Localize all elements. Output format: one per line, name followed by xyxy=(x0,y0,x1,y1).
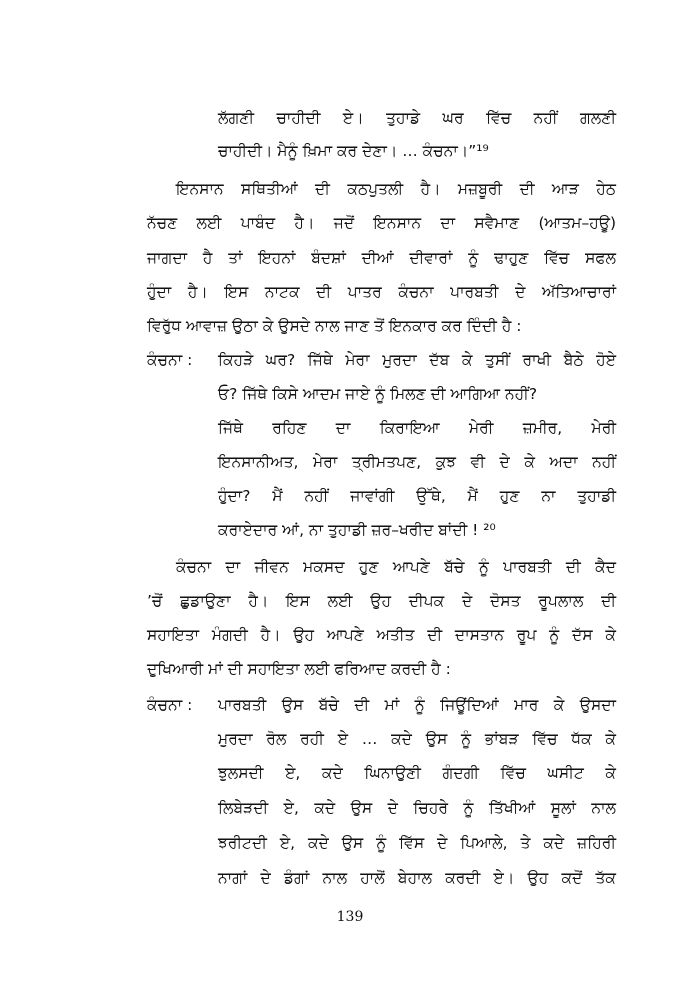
paragraph-line: ਇਨਸਾਨ ਸਥਿਤੀਆਂ ਦੀ ਕਠਪੁਤਲੀ ਹੈ। ਮਜ਼ਬੂਰੀ ਦੀ ਆੜ ਹੇਠ xyxy=(176,180,616,198)
dialogue-line: ਕਰਾਏਦਾਰ ਆਂ, ਨਾ ਤੁਹਾਡੀ ਜ਼ਰ–ਖਰੀਦ ਬਾਂਦੀ ! ²⁰ xyxy=(218,521,496,539)
quote-line: ਚਾਹੀਦੀ। ਮੈਨੂੰ ਖ਼ਿਮਾ ਕਰ ਦੇਣਾ। … ਕੰਚਨਾ।”¹⁹ xyxy=(218,142,489,160)
quote-line: ਲੱਗਣੀ ਚਾਹੀਦੀ ਏ। ਤੁਹਾਡੇ ਘਰ ਵਿੱਚ ਨਹੀਂ ਗਲਣੀ xyxy=(218,109,616,127)
dialogue-line: ਨਾਗਾਂ ਦੇ ਡੰਗਾਂ ਨਾਲ ਹਾਲੋਂ ਬੇਹਾਲ ਕਰਦੀ ਏ। ਉਹ ਕਦੋਂ ਤੱਕ xyxy=(218,869,616,887)
dialogue-line: ਜਿੱਥੇ ਰਹਿਣ ਦਾ ਕਿਰਾਇਆ ਮੇਰੀ ਜ਼ਮੀਰ, ਮੇਰੀ xyxy=(218,419,616,437)
paragraph-line: ਕੰਚਨਾ ਦਾ ਜੀਵਨ ਮਕਸਦ ਹੁਣ ਆਪਣੇ ਬੱਚੇ ਨੂੰ ਪਾਰਬਤੀ ਦੀ ਕੈਦ xyxy=(176,558,616,576)
dialogue-line: ਮੁਰਦਾ ਰੋਲ ਰਹੀ ਏ … ਕਦੇ ਉਸ ਨੂੰ ਭਾਂਬੜ ਵਿੱਚ ਧੱਕ ਕੇ xyxy=(218,730,616,748)
speaker-label: ਕੰਚਨਾ : xyxy=(147,351,193,369)
dialogue-line: ਕਿਹੜੇ ਘਰ? ਜਿੱਥੇ ਮੇਰਾ ਮੁਰਦਾ ਦੱਬ ਕੇ ਤੁਸੀਂ ਰਾਖੀ ਬੈਠੇ ਹੋਏ xyxy=(218,351,616,369)
dialogue-line: ਓ? ਜਿੱਥੇ ਕਿਸੇ ਆਦਮ ਜਾਏ ਨੂੰ ਮਿਲਣ ਦੀ ਆਗਿਆ ਨਹੀਂ? xyxy=(218,385,538,403)
paragraph-line: ਸਹਾਇਤਾ ਮੰਗਦੀ ਹੈ। ਉਹ ਆਪਣੇ ਅਤੀਤ ਦੀ ਦਾਸਤਾਨ ਰੂਪ ਨੂੰ ਦੱਸ ਕੇ xyxy=(147,626,616,644)
paragraph-line: ਵਿਰੁੱਧ ਆਵਾਜ਼ ਉਠਾ ਕੇ ਉਸਦੇ ਨਾਲ ਜਾਣ ਤੋਂ ਇਨਕਾਰ ਕਰ ਦਿੰਦੀ ਹੈ : xyxy=(147,317,522,335)
dialogue-line: ਲਿਬੇੜਦੀ ਏ, ਕਦੇ ਉਸ ਦੇ ਚਿਹਰੇ ਨੂੰ ਤਿੱਖੀਆਂ ਸੂਲਾਂ ਨਾਲ xyxy=(218,799,616,817)
paragraph-line: ਦੁਖਿਆਰੀ ਮਾਂ ਦੀ ਸਹਾਇਤਾ ਲਈ ਫਰਿਆਦ ਕਰਦੀ ਹੈ : xyxy=(147,660,451,678)
paragraph-line: ਨੱਚਣ ਲਈ ਪਾਬੰਦ ਹੈ। ਜਦੋਂ ਇਨਸਾਨ ਦਾ ਸਵੈਮਾਣ (ਆਤਮ–ਹਊ) xyxy=(147,214,616,232)
dialogue-line: ਝੁਲਸਦੀ ਏ, ਕਦੇ ਘਿਨਾਉਣੀ ਗੰਦਗੀ ਵਿੱਚ ਘਸੀਟ ਕੇ xyxy=(218,764,616,782)
paragraph-line: ਹੁੰਦਾ ਹੈ। ਇਸ ਨਾਟਕ ਦੀ ਪਾਤਰ ਕੰਚਨਾ ਪਾਰਬਤੀ ਦੇ ਅੱਤਿਆਚਾਰਾਂ xyxy=(147,283,616,301)
dialogue-line: ਪਾਰਬਤੀ ਉਸ ਬੱਚੇ ਦੀ ਮਾਂ ਨੂੰ ਜਿਊਂਦਿਆਂ ਮਾਰ ਕੇ ਉਸਦਾ xyxy=(218,696,616,714)
dialogue-line: ਹੁੰਦਾ? ਮੈਂ ਨਹੀਂ ਜਾਵਾਂਗੀ ਉੱਥੇ, ਮੈਂ ਹੁਣ ਨਾ ਤੁਹਾਡੀ xyxy=(218,487,616,505)
dialogue-line: ਇਨਸਾਨੀਅਤ, ਮੇਰਾ ਤ੍ਰੀਮਤਪਣ, ਕੁਝ ਵੀ ਦੇ ਕੇ ਅਦਾ ਨਹੀਂ xyxy=(218,453,616,471)
paragraph-line: ’ਚੋਂ ਛੁਡਾਉਣਾ ਹੈ। ਇਸ ਲਈ ਉਹ ਦੀਪਕ ਦੇ ਦੋਸਤ ਰੂਪਲਾਲ ਦੀ xyxy=(147,592,616,610)
paragraph-line: ਜਾਗਦਾ ਹੈ ਤਾਂ ਇਹਨਾਂ ਬੰਦਸ਼ਾਂ ਦੀਆਂ ਦੀਵਾਰਾਂ ਨੂੰ ਢਾਹੁਣ ਵਿੱਚ ਸਫਲ xyxy=(147,249,616,267)
page-number: 139 xyxy=(336,909,364,925)
speaker-label: ਕੰਚਨਾ : xyxy=(147,696,193,714)
dialogue-line: ਝਰੀਟਦੀ ਏ, ਕਦੇ ਉਸ ਨੂੰ ਵਿੱਸ ਦੇ ਪਿਆਲੇ, ਤੇ ਕਦੇ ਜ਼ਹਿਰੀ xyxy=(218,834,616,852)
